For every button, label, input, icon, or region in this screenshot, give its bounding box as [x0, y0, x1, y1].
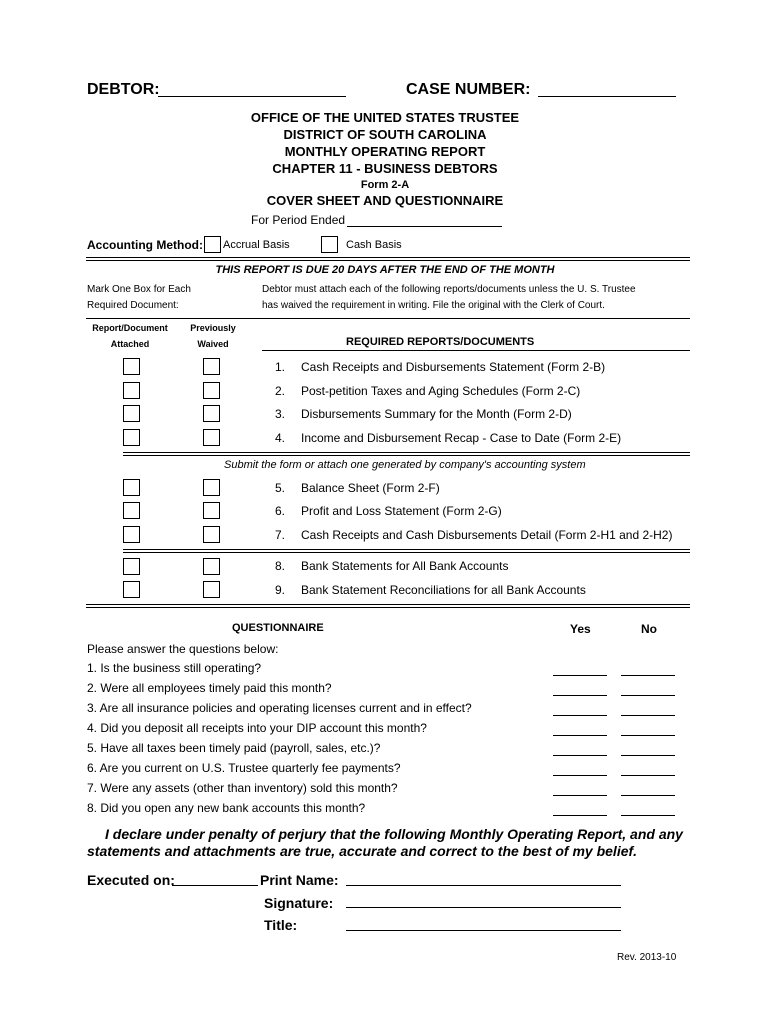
doc-label: Bank Statements for All Bank Accounts	[301, 559, 509, 573]
print-name-field[interactable]	[346, 885, 621, 886]
debtor-label: DEBTOR:	[87, 81, 160, 98]
attached-column-header-2: Attached	[110, 339, 150, 349]
doc-4-attached-checkbox[interactable]	[123, 429, 140, 446]
doc-label: Disbursements Summary for the Month (Form 2-D)	[301, 407, 572, 421]
doc-2-attached-checkbox[interactable]	[123, 382, 140, 399]
cash-basis-checkbox[interactable]	[321, 236, 338, 253]
doc-1-waived-checkbox[interactable]	[203, 358, 220, 375]
doc-6-waived-checkbox[interactable]	[203, 502, 220, 519]
doc-number: 4.	[275, 431, 286, 445]
no-column-header: No	[641, 622, 657, 636]
case-number-field[interactable]	[538, 96, 676, 97]
doc-8-attached-checkbox[interactable]	[123, 558, 140, 575]
accounting-method-label: Accounting Method:	[87, 238, 203, 252]
doc-5-attached-checkbox[interactable]	[123, 479, 140, 496]
q5-yes-field[interactable]	[553, 755, 607, 756]
question: 1. Is the business still operating?	[87, 661, 262, 675]
doc-number: 6.	[275, 504, 286, 518]
doc-9-waived-checkbox[interactable]	[203, 581, 220, 598]
doc-number: 2.	[275, 384, 286, 398]
doc-label: Post-petition Taxes and Aging Schedules (Form 2-C)	[301, 384, 581, 398]
divider	[86, 257, 690, 261]
doc-7-attached-checkbox[interactable]	[123, 526, 140, 543]
signature-field[interactable]	[346, 907, 621, 908]
doc-label: Income and Disbursement Recap - Case to Date (Form 2-E)	[301, 431, 622, 445]
instruction-right-1: Debtor must attach each of the following reports/documents unless the U. S. Trustee	[262, 284, 636, 295]
doc-6-attached-checkbox[interactable]	[123, 502, 140, 519]
instruction-right-2: has waived the requirement in writing. File the original with the Clerk of Court.	[262, 300, 605, 311]
doc-3-waived-checkbox[interactable]	[203, 405, 220, 422]
q5-no-field[interactable]	[621, 755, 675, 756]
q8-no-field[interactable]	[621, 815, 675, 816]
divider	[123, 452, 690, 456]
doc-1-attached-checkbox[interactable]	[123, 358, 140, 375]
doc-4-waived-checkbox[interactable]	[203, 429, 220, 446]
doc-label: Cash Receipts and Cash Disbursements Detail (Form 2-H1 and 2-H2)	[301, 528, 673, 542]
q3-no-field[interactable]	[621, 715, 675, 716]
q7-yes-field[interactable]	[553, 795, 607, 796]
doc-9-attached-checkbox[interactable]	[123, 581, 140, 598]
doc-number: 7.	[275, 528, 286, 542]
period-field[interactable]	[347, 226, 502, 227]
q2-yes-field[interactable]	[553, 695, 607, 696]
divider	[86, 604, 690, 608]
questionnaire-intro: Please answer the questions below:	[87, 642, 279, 656]
divider	[262, 350, 690, 351]
divider	[123, 549, 690, 553]
report-title: MONTHLY OPERATING REPORT	[284, 144, 486, 159]
submit-note: Submit the form or attach one generated by company's accounting system	[224, 459, 586, 471]
doc-2-waived-checkbox[interactable]	[203, 382, 220, 399]
question: 7. Were any assets (other than inventory) sold this month?	[87, 781, 398, 795]
executed-on-label: Executed on:	[87, 872, 175, 888]
doc-label: Bank Statement Reconciliations for all Bank Accounts	[301, 583, 586, 597]
divider	[86, 318, 690, 319]
q1-yes-field[interactable]	[553, 675, 607, 676]
yes-column-header: Yes	[570, 622, 591, 636]
print-name-label: Print Name:	[260, 872, 339, 888]
signature-label: Signature:	[264, 895, 334, 911]
cash-basis-label: Cash Basis	[346, 239, 402, 251]
form-number: Form 2-A	[360, 179, 410, 191]
instruction-left-2: Required Document:	[87, 300, 179, 311]
accrual-basis-checkbox[interactable]	[204, 236, 221, 253]
q7-no-field[interactable]	[621, 795, 675, 796]
title-label: Title:	[264, 917, 298, 933]
due-notice: THIS REPORT IS DUE 20 DAYS AFTER THE END OF THE MONTH	[215, 264, 555, 276]
question: 4. Did you deposit all receipts into your DIP account this month?	[87, 721, 427, 735]
q6-yes-field[interactable]	[553, 775, 607, 776]
doc-8-waived-checkbox[interactable]	[203, 558, 220, 575]
q8-yes-field[interactable]	[553, 815, 607, 816]
q3-yes-field[interactable]	[553, 715, 607, 716]
doc-label: Cash Receipts and Disbursements Statement (Form 2-B)	[301, 360, 606, 374]
accrual-basis-label: Accrual Basis	[223, 239, 290, 251]
q2-no-field[interactable]	[621, 695, 675, 696]
question: 3. Are all insurance policies and operating licenses current and in effect?	[87, 701, 472, 715]
declaration-line-2: statements and attachments are true, accurate and correct to the best of my belief.	[87, 843, 638, 859]
waived-column-header-2: Waived	[197, 339, 229, 349]
q4-no-field[interactable]	[621, 735, 675, 736]
question: 5. Have all taxes been timely paid (payroll, sales, etc.)?	[87, 741, 381, 755]
period-label: For Period Ended	[251, 213, 346, 227]
question: 6. Are you current on U.S. Trustee quarterly fee payments?	[87, 761, 401, 775]
question: 8. Did you open any new bank accounts this month?	[87, 801, 366, 815]
doc-number: 9.	[275, 583, 286, 597]
doc-5-waived-checkbox[interactable]	[203, 479, 220, 496]
doc-label: Balance Sheet (Form 2-F)	[301, 481, 440, 495]
doc-3-attached-checkbox[interactable]	[123, 405, 140, 422]
cover-title: COVER SHEET AND QUESTIONNAIRE	[266, 193, 504, 208]
title-field[interactable]	[346, 930, 621, 931]
doc-number: 8.	[275, 559, 286, 573]
questionnaire-title: QUESTIONNAIRE	[232, 622, 324, 634]
q6-no-field[interactable]	[621, 775, 675, 776]
required-reports-header: REQUIRED REPORTS/DOCUMENTS	[346, 336, 535, 348]
doc-number: 5.	[275, 481, 286, 495]
doc-number: 3.	[275, 407, 286, 421]
case-number-label: CASE NUMBER:	[406, 81, 531, 98]
question: 2. Were all employees timely paid this month?	[87, 681, 332, 695]
declaration-line-1: I declare under penalty of perjury that the following Monthly Operating Report, and any	[105, 826, 683, 842]
instruction-left-1: Mark One Box for Each	[87, 284, 191, 295]
district-title: DISTRICT OF SOUTH CAROLINA	[283, 127, 487, 142]
q4-yes-field[interactable]	[553, 735, 607, 736]
revision-label: Rev. 2013-10	[617, 952, 677, 963]
waived-column-header: Previously	[190, 323, 236, 333]
debtor-field[interactable]	[158, 96, 346, 97]
q1-no-field[interactable]	[621, 675, 675, 676]
doc-label: Profit and Loss Statement (Form 2-G)	[301, 504, 502, 518]
attached-column-header: Report/Document	[92, 323, 168, 333]
doc-number: 1.	[275, 360, 286, 374]
executed-on-field[interactable]	[172, 885, 258, 886]
doc-7-waived-checkbox[interactable]	[203, 526, 220, 543]
chapter-title: CHAPTER 11 - BUSINESS DEBTORS	[272, 161, 498, 176]
office-title: OFFICE OF THE UNITED STATES TRUSTEE	[250, 110, 520, 125]
